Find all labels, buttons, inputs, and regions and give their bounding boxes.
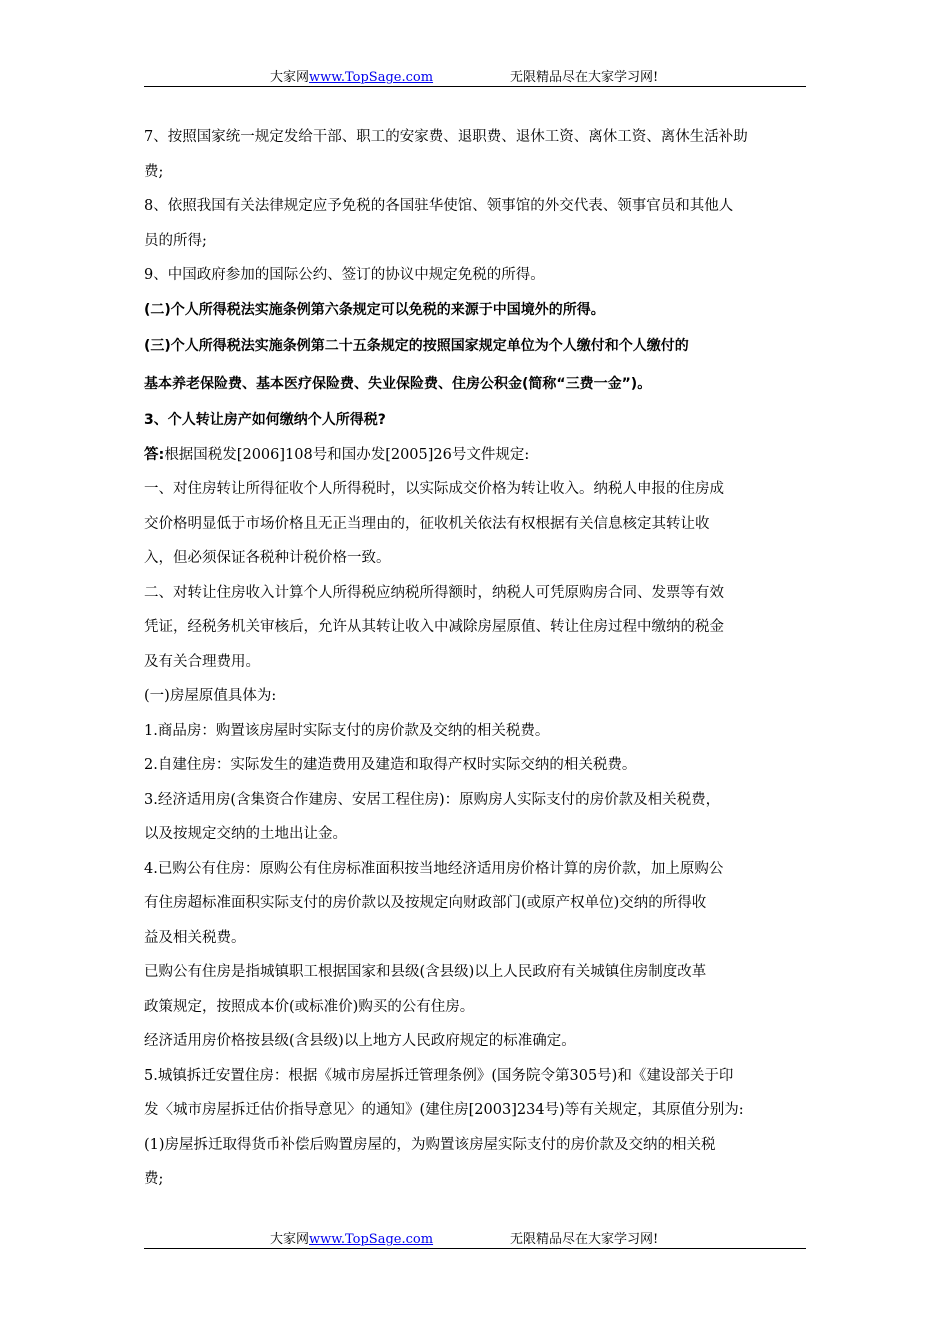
footer-site-link[interactable]: www.TopSage.com <box>309 1232 434 1247</box>
text-line: 2.自建住房：实际发生的建造费用及建造和取得产权时实际交纳的相关税费。 <box>144 757 637 773</box>
header-site <box>270 66 433 85</box>
text-line: 益及相关税费。 <box>144 929 246 946</box>
text-line: 费; <box>144 1171 164 1187</box>
page-header <box>144 64 806 87</box>
text-line: 凭证，经税务机关审核后，允许从其转让收入中减除房屋原值、转让住房过程中缴纳的税金 <box>144 619 724 635</box>
answer-text: 根据国税发[2006]108号和国办发[2005]26号文件规定: <box>164 446 530 463</box>
text-line: 8、依照我国有关法律规定应予免税的各国驻华使馆、领事馆的外交代表、领事官员和其他人 <box>144 198 734 214</box>
answer-label: 答: <box>144 446 165 463</box>
text-line: 7、按照国家统一规定发给干部、职工的安家费、退职费、退休工资、离休工资、离休生活补助 <box>144 129 748 145</box>
footer-site-prefix: 大家网 <box>270 1232 310 1247</box>
text-line: 5.城镇拆迁安置住房：根据《城市房屋拆迁管理条例》(国务院令第305号)和《建设部关于印 <box>144 1067 734 1084</box>
text-line: (1)房屋拆迁取得货币补偿后购置房屋的，为购置该房屋实际支付的房价款及交纳的相关税 <box>144 1136 716 1153</box>
text-line: 以及按规定交纳的土地出让金。 <box>144 826 347 842</box>
text-line: 发〈城市房屋拆迁估价指导意见〉的通知》(建住房[2003]234号)等有关规定，其原值分别为: <box>144 1102 744 1118</box>
text-line: 及有关合理费用。 <box>144 653 260 670</box>
text-line: 员的所得; <box>144 232 207 249</box>
text-line: 已购公有住房是指城镇职工根据国家和县级(含县级)以上人民政府有关城镇住房制度改革 <box>144 964 707 980</box>
header-site-link[interactable]: www.TopSage.com <box>309 70 434 85</box>
bold-text-line: 基本养老保险费、基本医疗保险费、失业保险费、住房公积金(简称“三费一金”)。 <box>144 376 652 392</box>
question-heading: 3、个人转让房产如何缴纳个人所得税? <box>144 412 386 428</box>
bold-text-line: (三)个人所得税法实施条例第二十五条规定的按照国家规定单位为个人缴付和个人缴付的 <box>144 338 689 354</box>
header-site-prefix: 大家网 <box>270 70 310 85</box>
footer-slogan: 无限精品尽在大家学习网! <box>510 1232 659 1247</box>
text-line: 1.商品房：购置该房屋时实际支付的房价款及交纳的相关税费。 <box>144 722 550 739</box>
text-line: 入，但必须保证各税种计税价格一致。 <box>144 550 391 566</box>
text-line: 有住房超标准面积实际支付的房价款以及按规定向财政部门(或原产权单位)交纳的所得收 <box>144 895 707 911</box>
text-line: 9、中国政府参加的国际公约、签订的协议中规定免税的所得。 <box>144 267 545 283</box>
text-line: 3.经济适用房(含集资合作建房、安居工程住房)：原购房人实际支付的房价款及相关税费， <box>144 791 721 808</box>
text-line: 4.已购公有住房：原购公有住房标准面积按当地经济适用房价格计算的房价款，加上原购公 <box>144 860 724 877</box>
text-line: 一、对住房转让所得征收个人所得税时，以实际成交价格为转让收入。纳税人申报的住房成 <box>144 481 724 497</box>
text-line: 经济适用房价格按县级(含县级)以上地方人民政府规定的标准确定。 <box>144 1033 576 1049</box>
text-line: 政策规定，按照成本价(或标准价)购买的公有住房。 <box>144 998 475 1015</box>
text-line: 费; <box>144 163 164 180</box>
text-line: (一)房屋原值具体为: <box>144 688 277 704</box>
text-line: 二、对转让住房收入计算个人所得税应纳税所得额时，纳税人可凭原购房合同、发票等有效 <box>144 584 724 601</box>
text-line: 交价格明显低于市场价格且无正当理由的，征收机关依法有权根据有关信息核定其转让收 <box>144 515 710 532</box>
document-body <box>144 120 814 1197</box>
bold-text-line: (二)个人所得税法实施条例第六条规定可以免税的来源于中国境外的所得。 <box>144 301 605 318</box>
header-slogan: 无限精品尽在大家学习网! <box>510 70 659 85</box>
page-footer <box>144 1226 806 1249</box>
answer-line <box>144 438 814 473</box>
footer-site <box>270 1228 433 1247</box>
